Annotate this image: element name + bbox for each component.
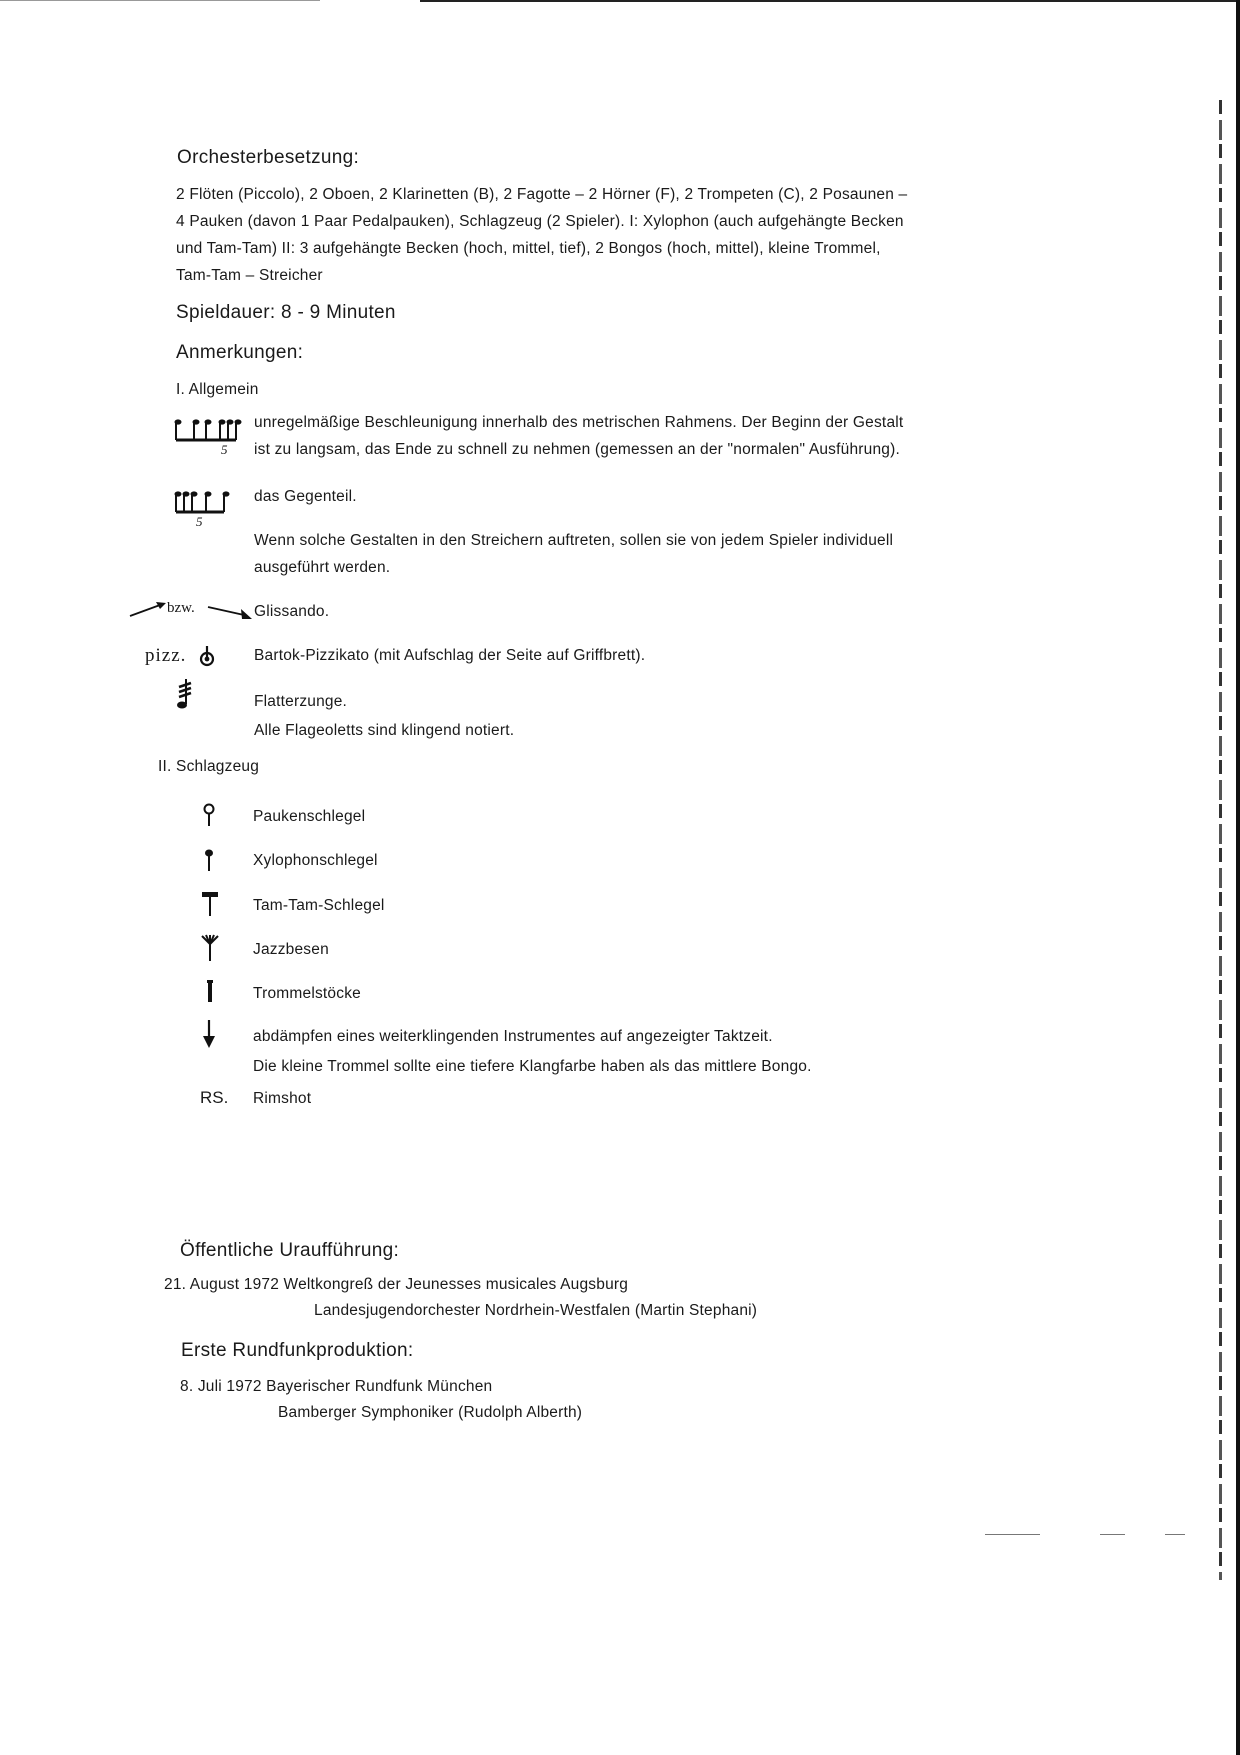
snare-note: Die kleine Trommel sollte eine tiefere Klangfarbe haben als das mittlere Bongo. [253,1058,812,1075]
glissando-up-arrow-icon [128,598,168,620]
ritardando-notation-icon [172,484,250,532]
glissando-down-arrow-icon [206,601,254,623]
percussion-item-label: Paukenschlegel [253,808,366,825]
orchestra-list [176,181,1036,289]
scan-dash [1165,1534,1185,1535]
percussion-item-label: Xylophonschlegel [253,852,378,869]
percussion-item-label: abdämpfen eines weiterklingenden Instrumentes auf angezeigter Taktzeit. [253,1028,773,1045]
broadcast-line: 8. Juli 1972 Bayerischer Rundfunk München [180,1378,493,1395]
accelerando-text [254,409,1054,463]
tuplet-number: 5 [221,442,228,457]
duration: Spieldauer: 8 - 9 Minuten [176,302,396,323]
scan-dash [1100,1534,1125,1535]
tamtam-beater-icon [200,891,220,917]
accelerando-line: ist zu langsam, das Ende zu schnell zu nehmen (gemessen an der "normalen" Ausführung). [254,441,900,458]
broadcast-heading: Erste Rundfunkproduktion: [181,1340,414,1361]
jazz-brush-icon [199,934,221,962]
rimshot-symbol: RS. [200,1088,229,1107]
strings-text [254,527,1054,581]
general-title: I. Allgemein [176,381,259,398]
scan-edge-top [420,0,1240,2]
timpani-mallet-icon [202,803,216,827]
flutter-text: Flatterzunge. [254,693,348,710]
pizzicato-text: Bartok-Pizzikato (mit Aufschlag der Seite auf Griffbrett). [254,647,646,664]
scan-edge-top-left [0,0,320,1]
notes-heading: Anmerkungen: [176,342,304,363]
xylophone-mallet-icon [202,848,216,872]
percussion-item-label: Tam-Tam-Schlegel [253,897,385,914]
scan-dash [985,1534,1040,1535]
percussion-item-label: Jazzbesen [253,941,329,958]
scan-edge-right [1236,0,1240,1755]
flageolets-text: Alle Flageoletts sind klingend notiert. [254,722,515,739]
orchestra-line: 2 Flöten (Piccolo), 2 Oboen, 2 Klarinetten (B), 2 Fagotte – 2 Hörner (F), 2 Trompeten (C), 2 Posaunen – [176,186,908,203]
pizz-label: pizz. [145,645,187,666]
strings-line: ausgeführt werden. [254,559,391,576]
glissando-text: Glissando. [254,603,330,620]
premiere-heading: Öffentliche Uraufführung: [180,1240,400,1261]
accelerando-notation-icon [172,412,250,460]
premiere-line: Landesjugendorchester Nordrhein-Westfalen (Martin Stephani) [314,1302,758,1319]
flutter-tongue-icon [175,678,193,710]
drumsticks-icon [204,979,216,1003]
percussion-item-label: Trommelstöcke [253,985,361,1002]
orchestra-line: und Tam-Tam) II: 3 aufgehängte Becken (hoch, mittel, tief), 2 Bongos (hoch, mittel), kleine Trommel, [176,240,881,257]
tuplet-number: 5 [196,514,203,529]
orchestra-line: 4 Pauken (davon 1 Paar Pedalpauken), Schlagzeug (2 Spieler). I: Xylophon (auch aufgehängte Becken [176,213,904,230]
strings-line: Wenn solche Gestalten in den Streichern auftreten, sollen sie von jedem Spieler individuell [254,532,894,549]
orchestra-heading: Orchesterbesetzung: [177,147,360,168]
accelerando-line: unregelmäßige Beschleunigung innerhalb des metrischen Rahmens. Der Beginn der Gestalt [254,414,904,431]
damp-arrow-icon [201,1019,217,1049]
broadcast-line: Bamberger Symphoniker (Rudolph Alberth) [278,1404,583,1421]
opposite-text: das Gegenteil. [254,488,357,505]
rimshot-text: Rimshot [253,1090,312,1107]
premiere-line: 21. August 1972 Weltkongreß der Jeunesses musicales Augsburg [164,1276,629,1293]
orchestra-line: Tam-Tam – Streicher [176,267,323,284]
scan-edge-right-inner [1219,100,1222,1580]
snap-pizzicato-icon [198,644,216,668]
percussion-title: II. Schlagzeug [158,758,260,775]
glissando-bzw: bzw. [167,600,195,616]
